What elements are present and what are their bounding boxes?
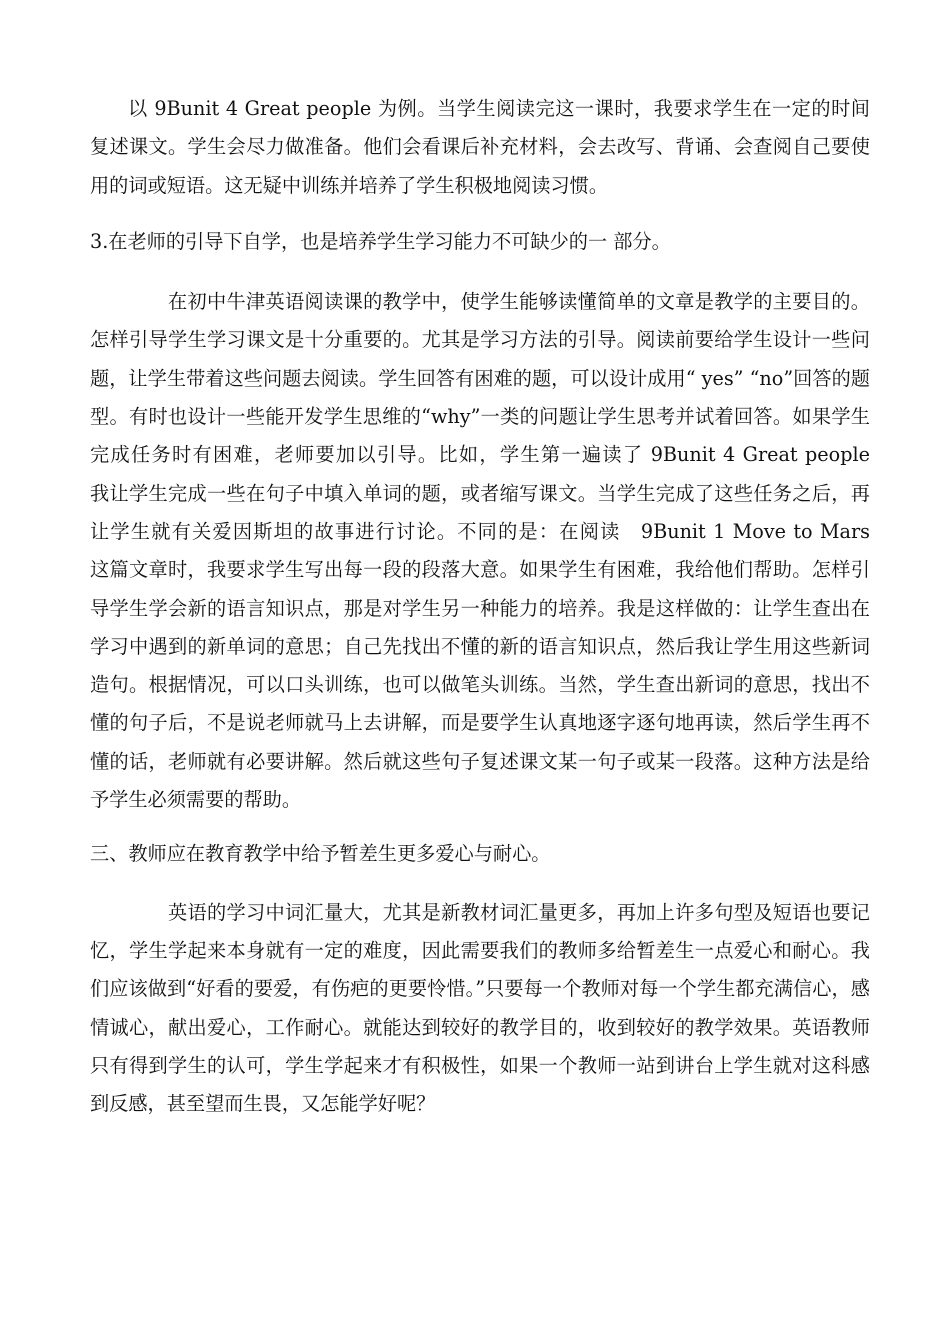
section-heading-patience: 三、教师应在教育教学中给予暂差生更多爱心与耐心。	[90, 842, 551, 866]
paragraph-vocabulary-patience: 英语的学习中词汇量大，尤其是新教材词汇量更多，再加上许多句型及短语也要记忆，学生学起来本身就有一定的难度，因此需要我们的教师多给暂差生一点爱心和耐心。我们应该做到“好看的要爱，有伤疤的更要怜惜。”只要每一个教师对每一个学生都充满信心，感情诚心，献出爱心，工作耐心。就能达到较好的教学目的，收到较好的教学效果。英语教师只有得到学生的认可，学生学起来才有积极性，如果一个教师一站到讲台上学生就对这科感到反感，甚至望而生畏，又怎能学好呢？	[90, 900, 870, 1116]
section-heading-self-study: 3.在老师的引导下自学，也是培养学生学习能力不可缺少的一 部分。	[90, 229, 671, 253]
document-page	[90, 90, 896, 1123]
paragraph-reading-guidance: 在初中牛津英语阅读课的教学中，使学生能够读懂简单的文章是教学的主要目的。怎样引导学生学习课文是十分重要的。尤其是学习方法的引导。阅读前要给学生设计一些问题，让学生带着这些问题去阅读。学生回答有困难的题，可以设计成用“ yes” “no”回答的题型。有时也设计一些能开发学生思维的“why”一类的问题让学生思考并试着回答。如果学生完成任务时有困难，老师要加以引导。比如，学生第一遍读了 9Bunit 4 Great people 我让学生完成一些在句子中填入单词的题，或者缩写课文。当学生完成了这些任务之后，再让学生就有关爱因斯坦的故事进行讨论。不同的是：在阅读 9Bunit 1 Move to Mars 这篇文章时，我要求学生写出每一段的段落大意。如果学生有困难，我给他们帮助。怎样引导学生学会新的语言知识点，那是对学生另一种能力的培养。我是这样做的：让学生查出在学习中遇到的新单词的意思；自己先找出不懂的新的语言知识点，然后我让学生用这些新词造句。根据情况，可以口头训练，也可以做笔头训练。当然，学生查出新词的意思，找出不懂的句子后，不是说老师就马上去讲解，而是要学生认真地逐字逐句地再读，然后学生再不懂的话，老师就有必要讲解。然后就这些句子复述课文某一句子或某一段落。这种方法是给予学生必须需要的帮助。	[90, 290, 896, 812]
paragraph-great-people-example: 以 9Bunit 4 Great people 为例。当学生阅读完这一课时，我要求学生在一定的时间复述课文。学生会尽力做准备。他们会看课后补充材料，会去改写、背诵、会查阅自己要使用的词或短语。这无疑中训练并培养了学生积极地阅读习惯。	[90, 97, 870, 197]
